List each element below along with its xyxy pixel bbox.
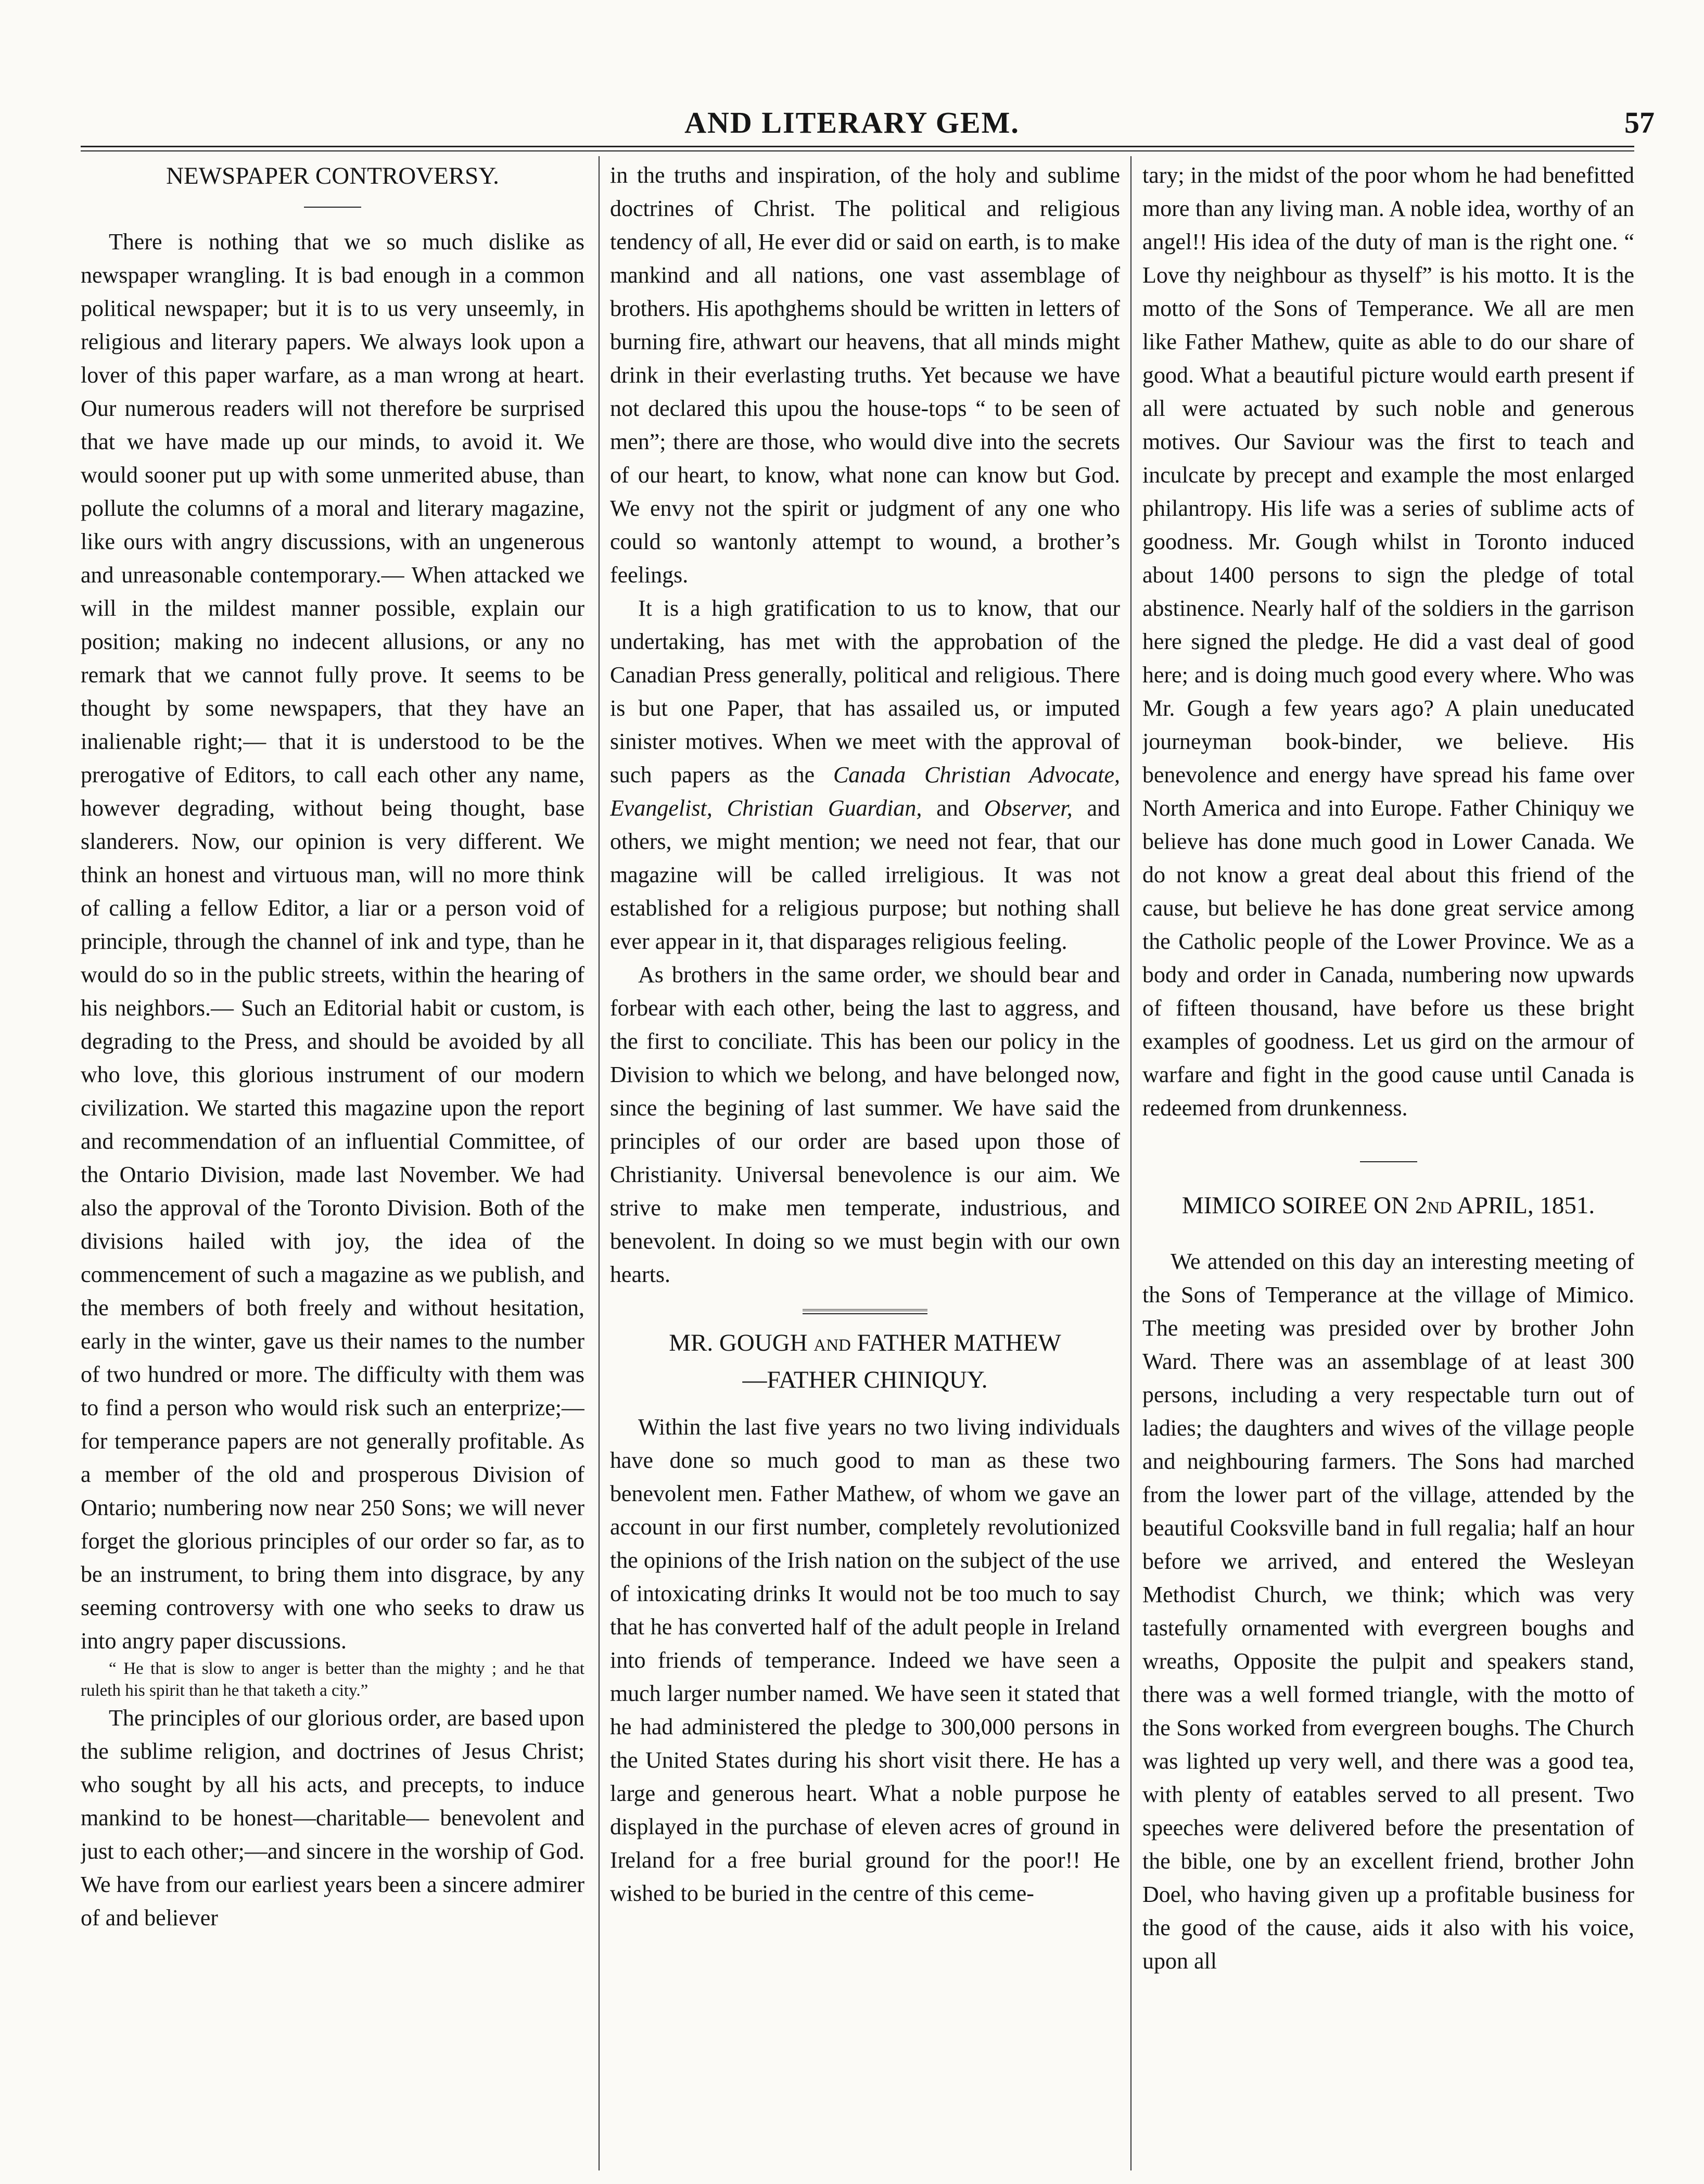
paper-name: Canada Christian Advocate, <box>833 762 1120 788</box>
headline-part: AND <box>813 1336 851 1355</box>
article-paragraph: We attended on this day an interesting meeting of the Sons of Temperance at the village of Mimico. The meeting was presided over by brother John Ward. There was an assemblage of at least 300 persons, including a very respectable turn out of ladies; the daughters and wives of the village people and neighbouring farmers. The Sons had marched from the lower part of the village, attended by the beautiful Cooksville band in full regalia; half an hour before we arrived, and entered the Wesleyan Methodist Church, we think; which was very tastefully ornamented with evergreen boughs and wreaths, Opposite the pulpit and speakers stand, there was a well formed triangle, with the motto of the Sons worked from evergreen boughs. The Church was lighted up very well, and there was a good tea, with plenty of eatables served to all present. Two speeches were delivered before the presentation of the bible, one by an excellent friend, brother John Doel, who having given up a profitable business for the good of the cause, aids it also with his voice, upon all <box>1142 1249 1634 1974</box>
scripture-quote: “ He that is slow to anger is better than the mighty ; and he that ruleth his spirit than he that taketh a city.” <box>81 1659 584 1700</box>
paragraph-text: It is a high gratification to us to know, that our undertaking, has met with the approbation of the Canadian Press generally, political and religious. There is but one Paper, that has assailed us, or imputed sinister motives. When we meet with the approval of such papers as the <box>610 595 1120 788</box>
paragraph-text: and others, we might mention; we need not fear, that our magazine will be called irreligious. It was not established for a religious purpose; but nothing shall ever appear in it, that disparages religious feeling. <box>610 795 1120 954</box>
spacer <box>1142 1225 1634 1245</box>
column-1 <box>81 159 584 2168</box>
header-rule-thin <box>81 150 1634 151</box>
article-headline-mimico-soiree <box>1142 1188 1634 1225</box>
headline-part: APRIL, 1851. <box>1452 1192 1595 1219</box>
headline-part: MR. GOUGH <box>669 1329 808 1356</box>
page-number: 57 <box>1624 106 1655 139</box>
headline-part: MIMICO SOIREE ON 2 <box>1181 1192 1428 1219</box>
header-rule <box>81 146 1634 147</box>
paper-name: Observer, <box>984 795 1073 821</box>
headline-part: FATHER MATHEW <box>857 1329 1061 1356</box>
article-paragraph-continued: in the truths and inspiration, of the holy and sublime doctrines of Christ. The political and religious tendency of all, He ever did or said on earth, is to make mankind and all nations, one vast assemblage of brothers. His apothghems should be written in letters of burning fire, athwart our heavens, that all minds might drink in their everlasting truths. Yet because we have not declared this upou the house-tops “ to be seen of men”; there are those, who would dive into the secrets of our heart, to know, what none can know but God. We envy not the spirit or judgment of any one who could so wantonly attempt to wound, a brother’s feelings. <box>610 162 1120 588</box>
running-header-title: AND LITERARY GEM. <box>684 106 1020 139</box>
article-paragraph: As brothers in the same order, we should bear and forbear with each other, being the last to aggress, and the first to conciliate. This has been our policy in the Division to which we belong, and have belonged now, since the begining of last summer. We have said the principles of our order are based upon those of Christianity. Universal benevolence is our aim. We strive to make men temperate, industrious, and benevolent. In doing so we must begin with our own hearts. <box>610 962 1120 1287</box>
headline-part: ND <box>1427 1199 1452 1217</box>
column-2 <box>610 159 1120 2168</box>
column-divider-1 <box>599 156 600 2170</box>
article-paragraph: There is nothing that we so much dislike as newspaper wrangling. It is bad enough in a common political newspaper; but it is to us very unseemly, in religious and literary papers. We always look upon a lover of this paper warfare, as a man wrong at heart. Our numerous readers will not therefore be surprised that we have made up our minds, to avoid it. We would sooner put up with some unmerited abuse, than pollute the columns of a moral and literary magazine, like ours with angry discussions, with an ungenerous and unreasonable contemporary.— When attacked we will in the mildest manner possible, explain our position; making no indecent allusions, or any no remark that we cannot fully prove. It seems to be thought by some newspapers, that they have an inalienable right;— that it is understood to be the prerogative of Editors, to call each other any name, however degrading, without being thought, base slanderers. Now, our opinion is very different. We think an honest and virtuous man, will no more think of calling a fellow Editor, a liar or a person void of principle, through the channel of ink and type, than he would do so in the public streets, within the hearing of his neighbors.— Such an Editorial habit or custom, is degrading to the Press, and should be avoided by all who love, this glorious instrument of our modern civilization. We started this magazine upon the report and recommendation of an influential Committee, of the Ontario Division, made last November. We had also the approval of the Toronto Division. Both of the divisions hailed with joy, the idea of the commencement of such a magazine as we publish, and the members of both freely and without hesitation, early in the winter, gave us their names to the number of two hundred or more. The difficulty with them was to find a person who would risk such an enterprize;—for temperance papers are not generally profitable. As a member of the old and prosperous Division of Ontario; numbering now near 250 Sons; we will never forget the glorious principles of our order so far, as to be an instrument, to bring them into disgrace, by any seeming controversy with one who seeks to draw us into angry paper discussions. <box>81 229 584 1654</box>
article-headline-newspaper-controversy: NEWSPAPER CONTROVERSY. <box>166 162 499 189</box>
paper-name: Evangelist, <box>610 795 713 821</box>
headline-dash <box>304 207 361 208</box>
article-paragraph: Within the last five years no two living individuals have done so much good to man as these two benevolent men. Father Mathew, of whom we gave an account in our first number, completely revolutionized the opinions of the Irish nation on the subject of the use of intoxicating drinks It would not be too much to say that he has converted half of the adult people in Ireland into friends of temperance. Indeed we have seen a much larger number named. We have seen it stated that he had administered the pledge to 300,000 persons in the United States during his short visit there. He has a large and generous heart. What a noble purpose he displayed in the purchase of eleven acres of ground in Ireland for a free burial ground for the poor!! He wished to be buried in the centre of this ceme- <box>610 1414 1120 1906</box>
headline-part: —FATHER CHINIQUY. <box>742 1366 988 1393</box>
article-paragraph: The principles of our glorious order, are based upon the sublime religion, and doctrines of Jesus Christ; who sought by all his acts, and precepts, to induce mankind to be honest—charitable— benevolent and just to each other;—and sincere in the worship of God. We have from our earliest years been a sincere admirer of and believer <box>81 1705 584 1931</box>
column-divider-2 <box>1130 156 1131 2170</box>
article-paragraph <box>610 592 1120 958</box>
article-headline-gough-mathew <box>610 1326 1120 1397</box>
section-dash <box>1360 1161 1417 1162</box>
column-3 <box>1142 159 1634 2168</box>
section-rule <box>803 1309 927 1314</box>
paper-name: Christian Guardian, <box>727 795 922 821</box>
paragraph-text: and <box>936 795 970 821</box>
article-paragraph-continued: tary; in the midst of the poor whom he had benefitted more than any living man. A noble idea, worthy of an angel!! His idea of the duty of man is the right one. “ Love thy neighbour as thyself” is his motto. It is the motto of the Sons of Temperance. We all are men like Father Mathew, quite as able to do our share of good. What a beautiful picture would earth present if all were actuated by such noble and generous motives. Our Saviour was the first to teach and inculcate by precept and example the most enlarged philantropy. His life was a series of sublime acts of goodness. Mr. Gough whilst in Toronto induced about 1400 persons to sign the pledge of total abstinence. Nearly half of the soldiers in the garrison here signed the pledge. He did a vast deal of good here; and is doing much good every where. Who was Mr. Gough a few years ago? A plain uneducated journeyman book-binder, we believe. His benevolence and energy have spread his fame over North America and into Europe. Father Chiniquy we believe has done much good in Lower Canada. We do not know a great deal about this friend of the cause, but believe he has done great service among the Catholic people of the Lower Province. We as a body and order in Canada, numbering now upwards of fifteen thousand, have before us these bright examples of goodness. Let us gird on the armour of warfare and fight in the good cause until Canada is redeemed from drunkenness. <box>1142 162 1634 1121</box>
